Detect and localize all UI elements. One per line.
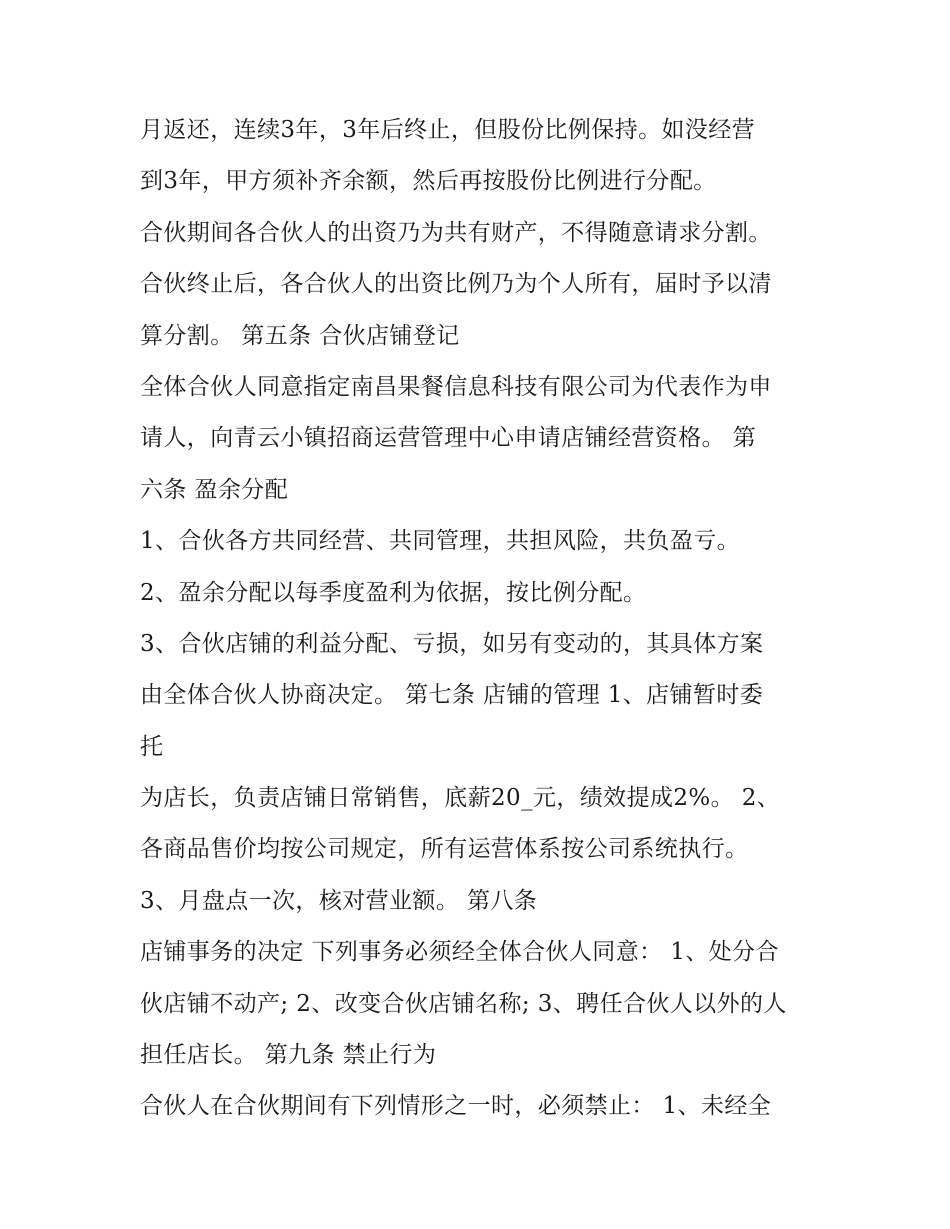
text-line: 合伙终止后，各合伙人的出资比例乃为个人所有，届时予以清 (140, 271, 772, 298)
text-line: 担任店长。 第九条 禁止行为 (140, 1042, 437, 1069)
text-line: 店铺事务的决定 下列事务必须经全体合伙人同意： 1、处分合 (140, 939, 779, 966)
text-line: 全体合伙人同意指定南昌果餐信息科技有限公司为代表作为申 (140, 373, 772, 400)
text-line: 各商品售价均按公司规定，所有运营体系按公司系统执行。 (140, 836, 749, 863)
text-line: 1、合伙各方共同经营、共同管理，共担风险，共负盈亏。 (140, 528, 741, 555)
text-line: 六条 盈余分配 (140, 476, 289, 503)
text-line: 算分割。 第五条 合伙店铺登记 (140, 322, 460, 349)
document-body (140, 110, 830, 1138)
text-line: 请人，向青云小镇招商运营管理中心申请店铺经营资格。 第 (140, 425, 757, 452)
text-line: 伙店铺不动产; 2、改变合伙店铺名称; 3、聘任合伙人以外的人 (140, 990, 787, 1017)
text-line: 合伙人在合伙期间有下列情形之一时，必须禁止： 1、未经全 (140, 1093, 772, 1120)
text-line: 月返还，连续3年，3年后终止，但股份比例保持。如没经营 (140, 117, 756, 143)
text-line: 到3年，甲方须补齐余额，然后再按股份比例进行分配。 (140, 168, 717, 195)
text-line: 3、合伙店铺的利益分配、亏损，如另有变动的，其具体方案 (140, 630, 764, 657)
text-line: 为店长，负责店铺日常销售，底薪20_元，绩效提成2%。 2、 (140, 785, 781, 812)
text-line: 3、月盘点一次，核对营业额。 第八条 (140, 887, 538, 914)
text-line: 合伙期间各合伙人的出资乃为共有财产，不得随意请求分割。 (140, 219, 772, 246)
text-line: 托 (140, 733, 164, 760)
text-line: 2、盈余分配以每季度盈利为依据，按比例分配。 (140, 579, 647, 606)
text-line: 由全体合伙人协商决定。 第七条 店铺的管理 1、店铺暂时委 (140, 682, 764, 709)
